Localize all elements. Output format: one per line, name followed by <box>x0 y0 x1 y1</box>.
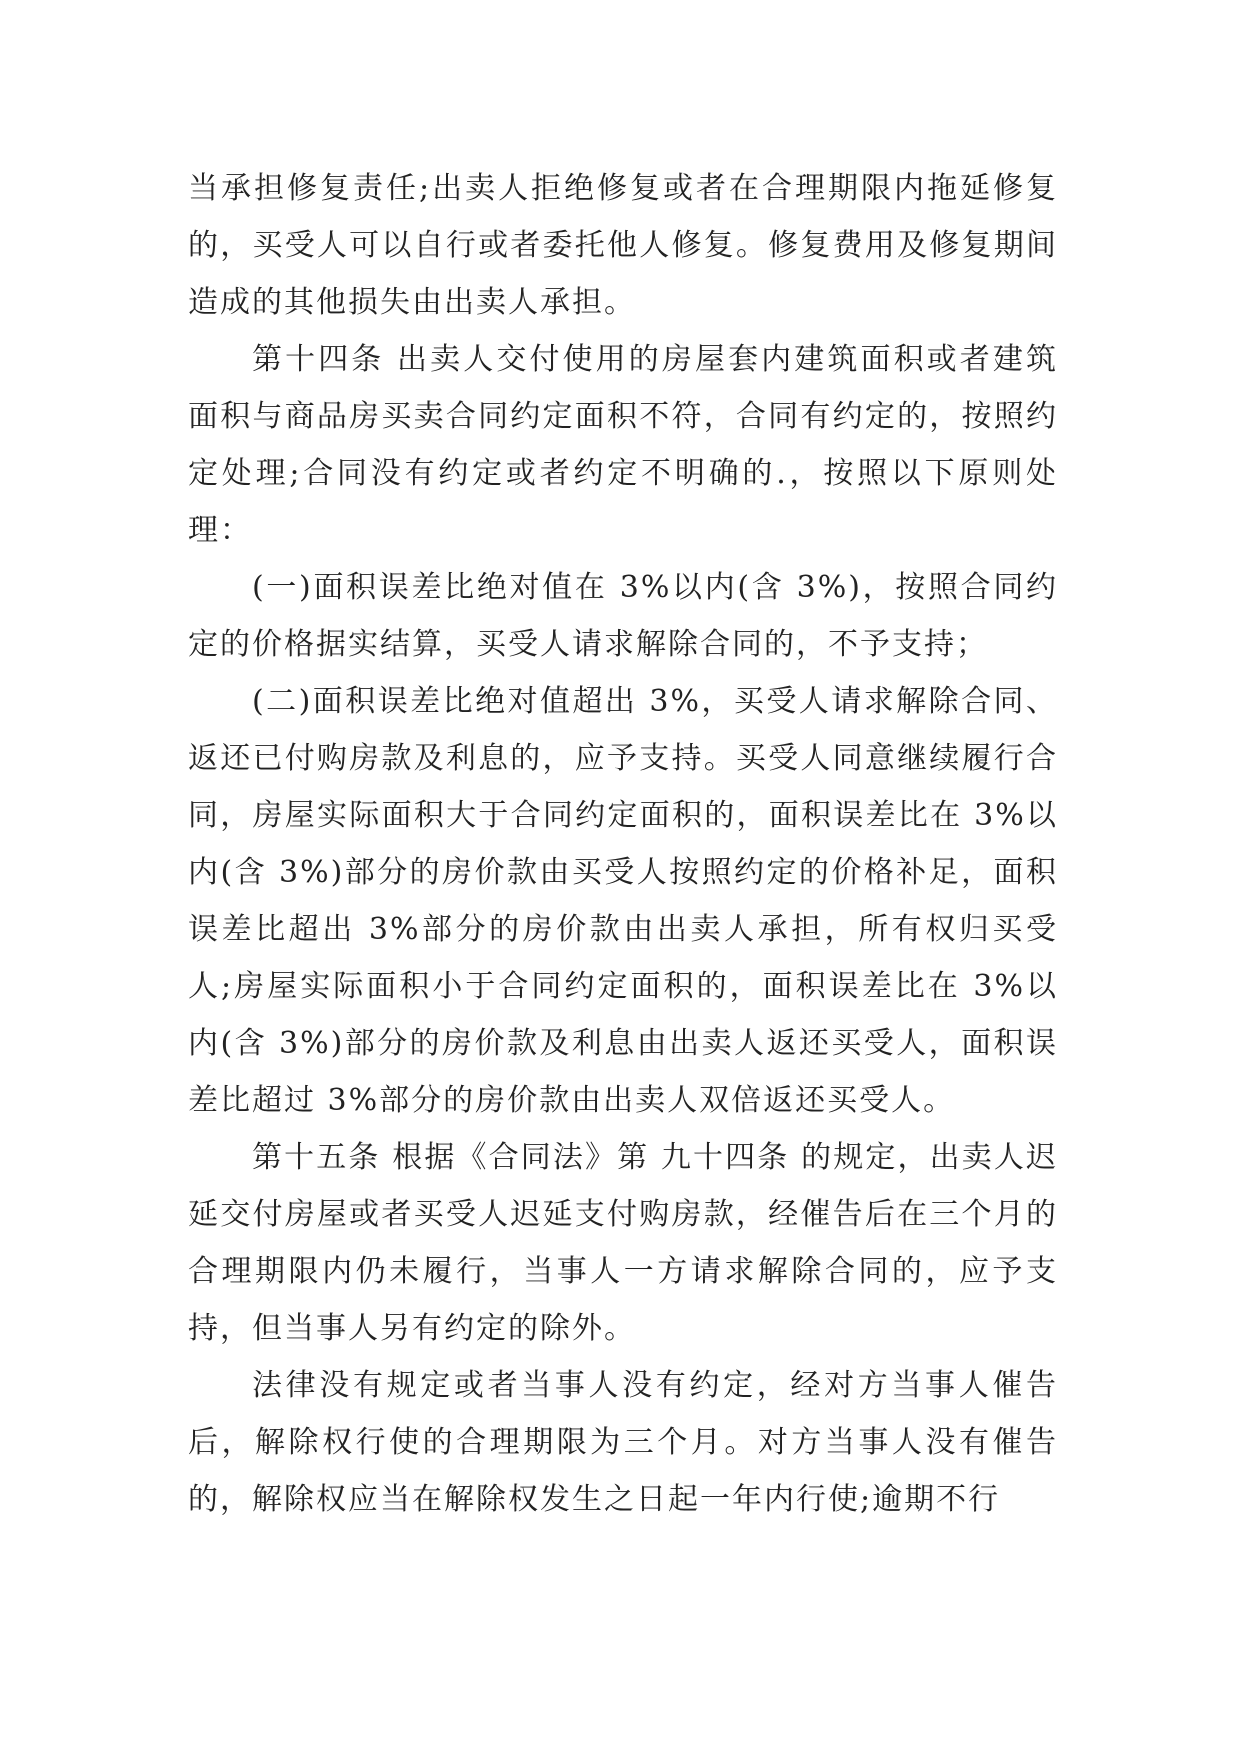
paragraph-clause-1: (一)面积误差比绝对值在 3%以内(含 3%)，按照合同约定的价格据实结算，买受人请求解除合同的，不予支持； <box>188 570 1058 662</box>
paragraph-clause-2: (二)面积误差比绝对值超出 3%，买受人请求解除合同、返还已付购房款及利息的，应予支持。买受人同意继续履行合同，房屋实际面积大于合同约定面积的，面积误差比在 3%以内(含 3%)部分的房价款由买受人按照约定的价格补足，面积误差比超出 3%部分的房价款由出卖人承担，所有权归买受人;房屋实际面积小于合同约定面积的，面积误差比在 3%以内(含 3%)部分的房价款及利息由出卖人返还买受人，面积误差比超过 3%部分的房价款由出卖人双倍返还买受人。 <box>188 684 1058 1118</box>
document-body <box>188 160 1058 1528</box>
paragraph-article-15: 第十五条 根据《合同法》第 九十四条 的规定，出卖人迟延交付房屋或者买受人迟延支付购房款，经催告后在三个月的合理期限内仍未履行，当事人一方请求解除合同的，应予支持，但当事人另有约定的除外。 <box>188 1140 1058 1346</box>
paragraph-rescission-period: 法律没有规定或者当事人没有约定，经对方当事人催告后，解除权行使的合理期限为三个月。对方当事人没有催告的，解除权应当在解除权发生之日起一年内行使;逾期不行 <box>188 1368 1058 1517</box>
paragraph-article-14: 第十四条 出卖人交付使用的房屋套内建筑面积或者建筑面积与商品房买卖合同约定面积不符，合同有约定的，按照约定处理;合同没有约定或者约定不明确的.，按照以下原则处理： <box>188 342 1058 548</box>
paragraph-continuation: 当承担修复责任;出卖人拒绝修复或者在合理期限内拖延修复的，买受人可以自行或者委托他人修复。修复费用及修复期间造成的其他损失由出卖人承担。 <box>188 171 1058 320</box>
